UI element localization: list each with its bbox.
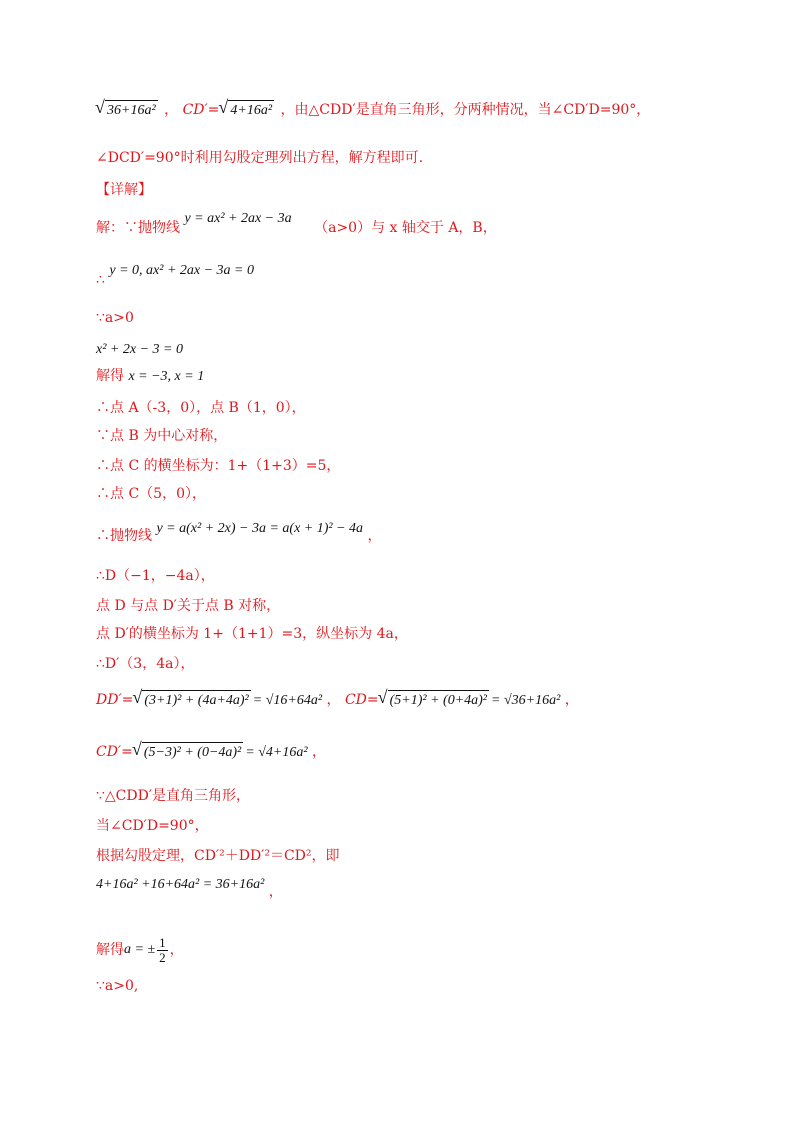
formula: a = ± [124, 942, 156, 957]
comma: ， [311, 744, 326, 760]
line-24 [96, 930, 184, 970]
text: ，由△CDD′是直角三角形，分两种情况，当∠CD′D=90°， [280, 102, 651, 118]
numerator: 1 [159, 934, 166, 950]
line-6: ∵a>0 [96, 310, 134, 326]
line-21: 当∠CD′D=90°， [96, 818, 209, 834]
line-15: 点 D 与点 D′关于点 B 对称， [96, 598, 281, 614]
comma: ， [268, 884, 283, 900]
line-14: ∴D（−1，−4a）， [96, 568, 215, 584]
comma: ， [367, 528, 382, 544]
line-25: ∵a>0, [96, 978, 139, 994]
cd-prime-label: CD′= [182, 102, 220, 118]
line-8 [96, 366, 204, 387]
text: 解得 [96, 942, 124, 958]
sqrt-expression: √ (3+1)² + (4a+4a)² [133, 690, 250, 711]
text: 解：∵抛物线 [96, 220, 180, 236]
line-9: ∴点 A（-3，0），点 B（1，0）， [96, 400, 306, 416]
formula: = √4+16a² [245, 745, 308, 760]
comma: ， [564, 692, 579, 708]
formula: = √16+64a² [252, 693, 323, 708]
formula: y = 0, ax² + 2ax − 3a = 0 [109, 263, 255, 278]
section-heading: 【详解】 [96, 182, 152, 198]
line-23 [96, 874, 283, 900]
line-13 [96, 518, 382, 544]
text: （a>0）与 x 轴交于 A，B， [314, 220, 497, 236]
sqrt-expression: √ 36+16a² [96, 100, 158, 121]
line-19 [96, 742, 326, 763]
sqrt-expression: √ 4+16a² [219, 100, 274, 121]
line-1 [96, 100, 650, 121]
text: ∴抛物线 [96, 528, 152, 544]
sqrt-expression: √ (5+1)² + (0+4a)² [379, 690, 489, 711]
sqrt-expression: √ (5−3)² + (0−4a)² [133, 742, 243, 763]
formula: y = a(x² + 2x) − 3a = a(x + 1)² − 4a [156, 521, 364, 536]
formula: 4+16a² +16+64a² = 36+16a² [96, 877, 265, 892]
line-5 [96, 260, 255, 288]
cd-prime-label: CD′= [96, 744, 133, 760]
line-17: ∴D′（3，4a）， [96, 656, 195, 672]
line-7: x² + 2x − 3 = 0 [96, 342, 183, 357]
line-2: ∠DCD′=90°时利用勾股定理列出方程，解方程即可. [96, 150, 424, 166]
dd-prime-label: DD′= [96, 692, 134, 708]
denominator: 2 [159, 949, 166, 965]
cd-label: CD= [344, 692, 379, 708]
line-18 [96, 690, 579, 711]
text: 解得 [96, 368, 124, 384]
comma: ， [326, 692, 341, 708]
formula: x = −3, x = 1 [128, 369, 205, 384]
fraction [157, 936, 168, 965]
line-11: ∴点 C 的横坐标为：1+（1+3）=5， [96, 458, 341, 474]
comma: ， [169, 942, 184, 958]
comma: ， [164, 102, 179, 118]
line-4 [96, 211, 497, 239]
line-16: 点 D′的横坐标为 1+（1+1）=3，纵坐标为 4a， [96, 626, 408, 642]
formula: y = ax² + 2ax − 3a [184, 211, 292, 226]
line-22: 根据勾股定理，CD′²＋DD′²＝CD²，即 [96, 848, 340, 864]
therefore-symbol: ∴ [96, 272, 105, 288]
line-10: ∵点 B 为中心对称， [96, 428, 228, 444]
line-12: ∴点 C（5，0）， [96, 486, 206, 502]
line-20: ∵△CDD′是直角三角形， [96, 788, 251, 804]
formula: = √36+16a² [491, 693, 561, 708]
